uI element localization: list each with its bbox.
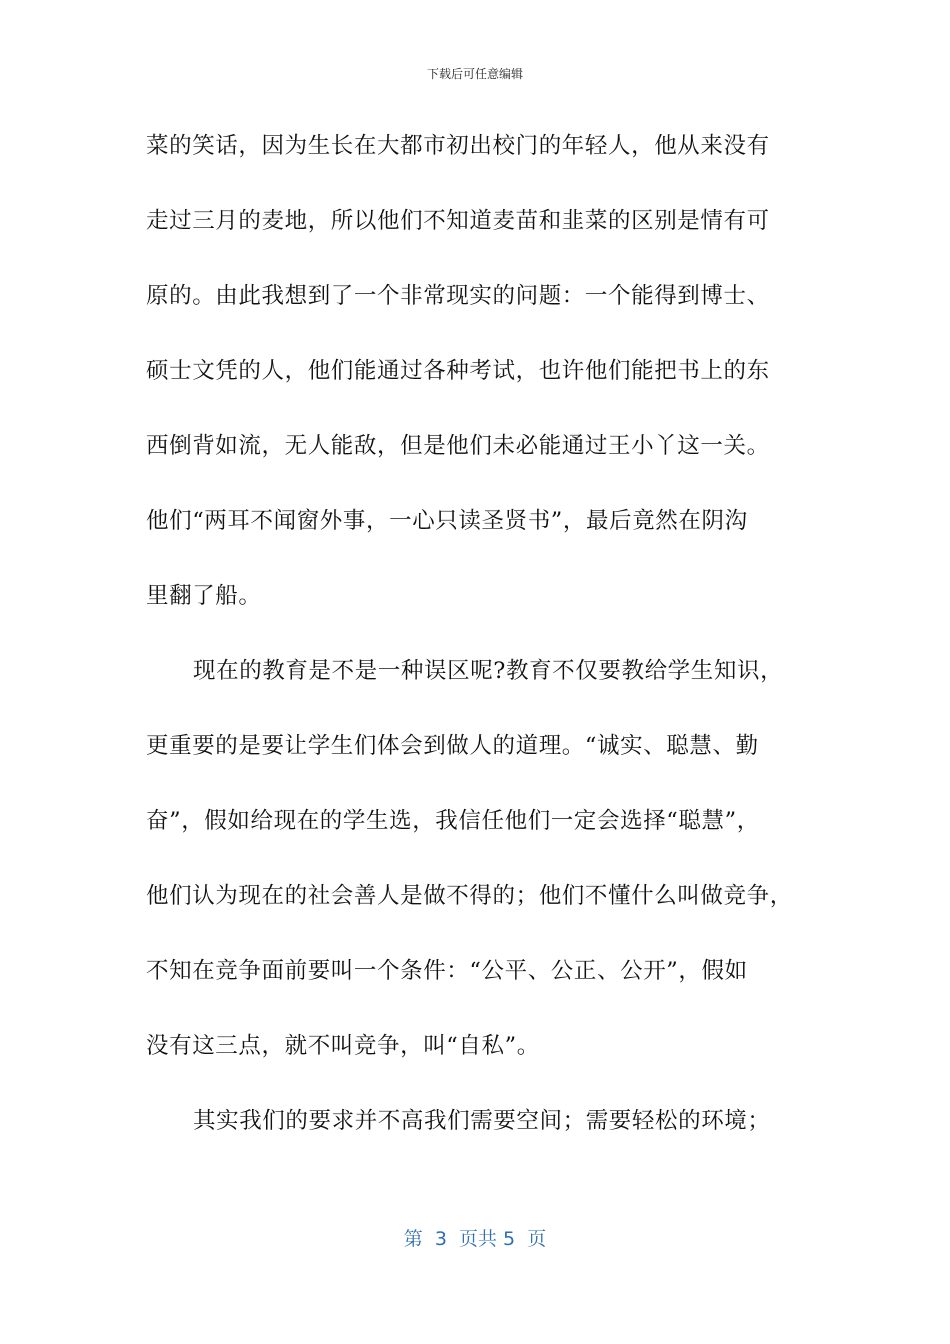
page-number: 第 3 页共 5 页 [403,1228,547,1250]
text-line: 现在的教育是不是一种误区呢?教育不仅要教给学生知识， [193,658,784,684]
text-line: 里翻了船。 [146,583,262,609]
text-line: 西倒背如流，无人能敌，但是他们未必能通过王小丫这一关。 [146,433,770,459]
text-line: 菜的笑话，因为生长在大都市初出校门的年轻人，他从来没有 [146,133,770,159]
document-body [146,126,816,1176]
text-line: 原的。由此我想到了一个非常现实的问题：一个能得到博士、 [146,283,770,309]
text-line: 没有这三点，就不叫竞争，叫“自私”。 [146,1033,540,1059]
page-header-note: 下载后可任意编辑 [426,67,523,81]
text-line: 他们“两耳不闻窗外事，一心只读圣贤书”，最后竟然在阴沟 [146,508,748,534]
text-line: 奋”，假如给现在的学生选，我信任他们一定会选择“聪慧”， [146,808,760,834]
text-line: 硕士文凭的人，他们能通过各种考试，也许他们能把书上的东 [146,358,770,384]
text-line: 其实我们的要求并不高我们需要空间；需要轻松的环境； [193,1108,771,1134]
text-line: 走过三月的麦地，所以他们不知道麦苗和韭菜的区别是情有可 [146,208,770,234]
text-line: 不知在竞争面前要叫一个条件：“公平、公正、公开”，假如 [146,958,748,984]
text-line: 更重要的是要让学生们体会到做人的道理。“诚实、聪慧、勤 [146,733,759,759]
text-line: 他们认为现在的社会善人是做不得的；他们不懂什么叫做竞争， [146,883,793,909]
